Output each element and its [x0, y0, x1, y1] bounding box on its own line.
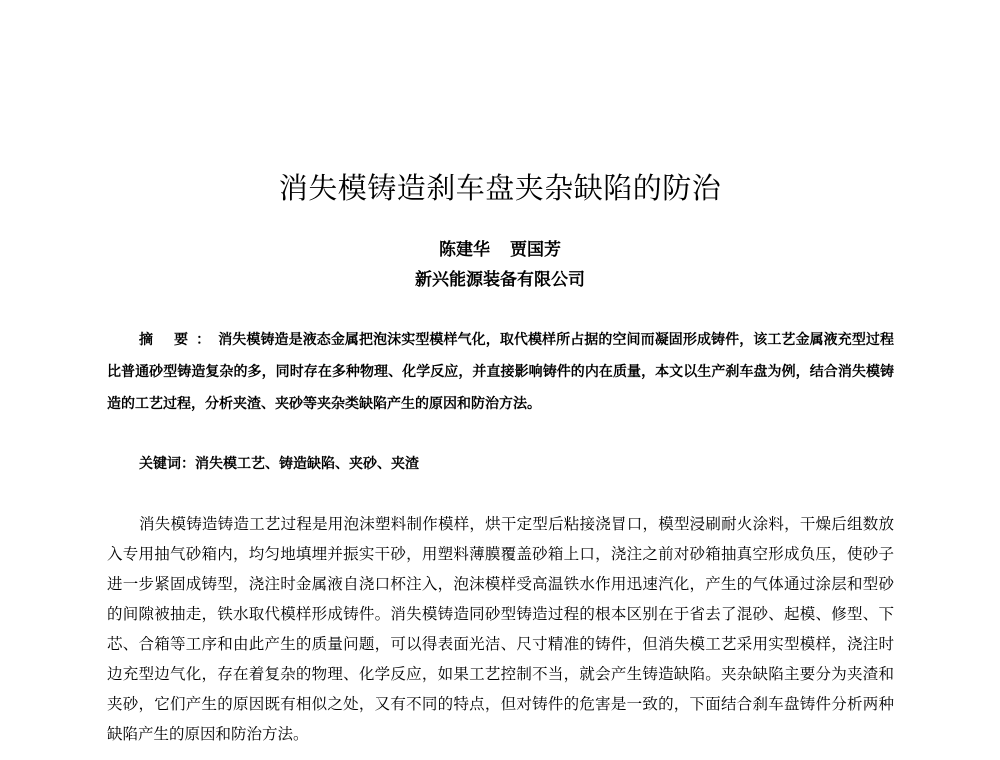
keywords-text: 消失模工艺、铸造缺陷、夹砂、夹渣: [195, 456, 419, 472]
paper-affiliation: 新兴能源装备有限公司: [415, 270, 585, 290]
abstract-text: 消失模铸造是液态金属把泡沫实型模样气化，取代模样所占据的空间而凝固形成铸件，该工艺金属液充型过程比普通砂型铸造复杂的多，同时存在多种物理、化学反应，并直接影响铸件的内在质量，本文以生产刹车盘为例，结合消失模铸造的工艺过程，分析夹渣、夹砂等夹杂类缺陷产生的原因和防治方法。: [107, 332, 895, 412]
abstract-paragraph: [107, 324, 894, 420]
body-paragraph: 消失模铸造铸造工艺过程是用泡沫塑料制作模样，烘干定型后粘接浇冒口，模型浸刷耐火涂料，干燥后组数放入专用抽气砂箱内，均匀地填埋并振实干砂，用塑料薄膜覆盖砂箱上口，浇注之前对砂箱抽真空形成负压，使砂子进一步紧固成铸型，浇注时金属液自浇口杯注入，泡沫模样受高温铁水作用迅速汽化，产生的气体通过涂层和型砂的间隙被抽走，铁水取代模样形成铸件。消失模铸造同砂型铸造过程的根本区别在于省去了混砂、起模、修型、下芯、合箱等工序和由此产生的质量问题，可以得表面光洁、尺寸精准的铸件，但消失模工艺采用实型模样，浇注时边充型边气化，存在着复杂的物理、化学反应，如果工艺控制不当，就会产生铸造缺陷。夹杂缺陷主要分为夹渣和夹砂，它们产生的原因既有相似之处，又有不同的特点，但对铸件的危害是一致的，下面结合刹车盘铸件分析两种缺陷产生的原因和防治方法。: [107, 515, 894, 743]
keywords-label: 关键词：: [139, 456, 195, 472]
paper-authors: 陈建华 贾国芳: [439, 240, 561, 260]
keywords-paragraph: [107, 450, 894, 478]
paper-title: 消失模铸造刹车盘夹杂缺陷的防治: [278, 171, 722, 205]
abstract-label: 摘 要：: [139, 332, 219, 348]
